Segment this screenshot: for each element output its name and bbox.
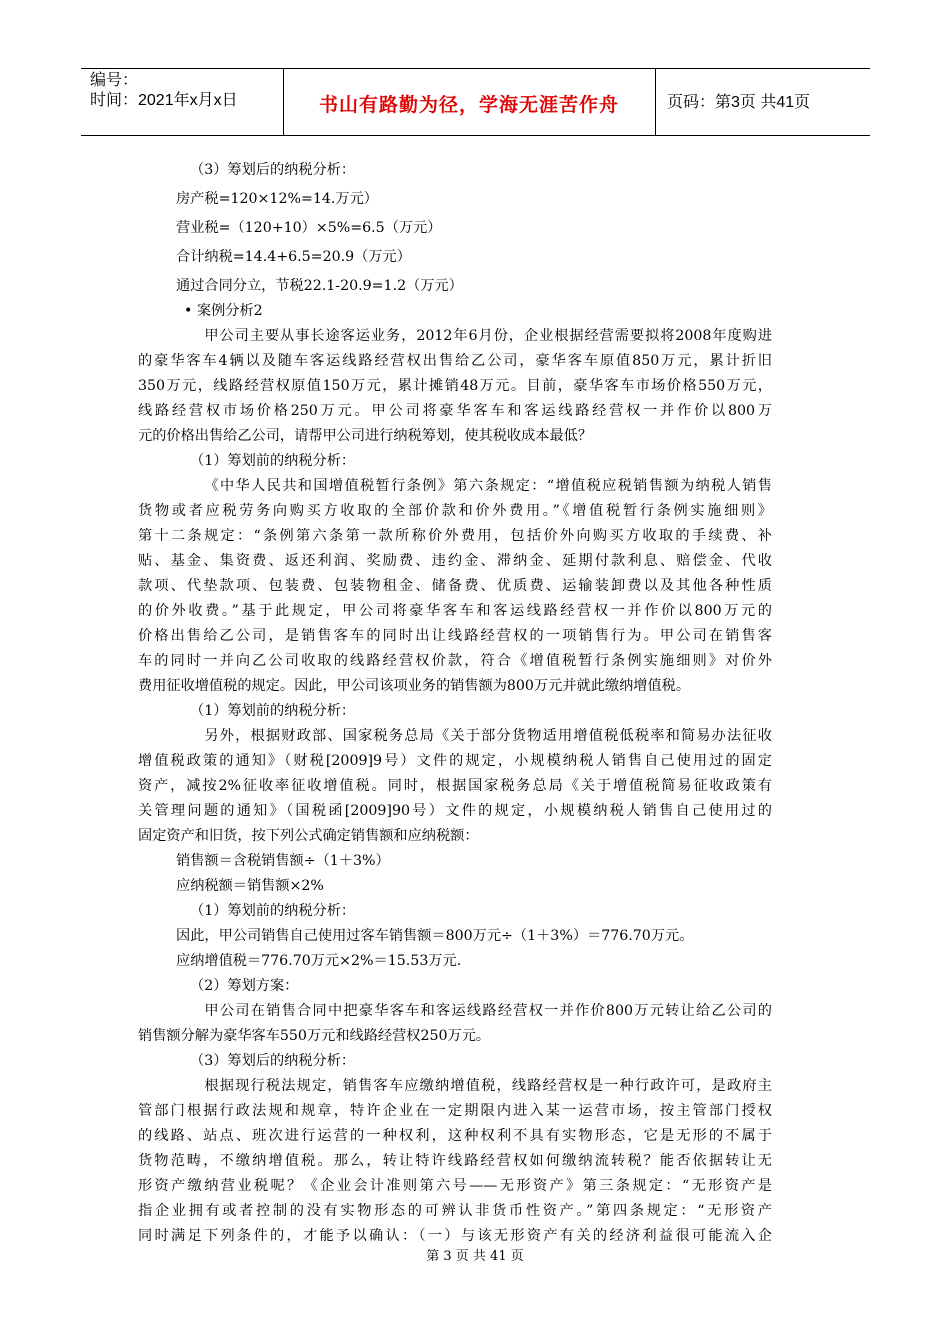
body-line: 指企业拥有或者控制的没有实物形态的可辨认非货币性资产。”第四条规定：“无形资产 — [138, 1203, 772, 1219]
header-top-rule — [81, 68, 870, 69]
body-line: 货物或者应税劳务向购买方收取的全部价款和价外费用。”《增值税暂行条例实施细则》 — [138, 503, 772, 519]
body-line: 第十二条规定：“条例第六条第一款所称价外费用，包括价外向购买方收取的手续费、补 — [138, 528, 772, 544]
body-line: 管部门根据行政法规和规章，特许企业在一定期限内进入某一运营市场，按主管部门授权 — [138, 1103, 772, 1119]
body-line: 的线路、站点、班次进行运营的一种权利，这种权利不具有实物形态，它是无形的不属于 — [138, 1128, 772, 1144]
body-line: （3）筹划后的纳税分析： — [190, 162, 356, 178]
body-line: 根据现行税法规定，销售客车应缴纳增值税，线路经营权是一种行政许可，是政府主 — [204, 1078, 772, 1094]
body-line: 元的价格出售给乙公司，请帮甲公司进行纳税筹划，使其税收成本最低？ — [138, 428, 593, 444]
body-line: 因此，甲公司销售自己使用过客车销售额＝800万元÷（1＋3%）＝776.70万元。 — [176, 928, 694, 944]
body-line: 形资产缴纳营业税呢？《企业会计准则第六号——无形资产》第三条规定：“无形资产是 — [138, 1178, 772, 1194]
document-date-label: 时间：2021年x月x日 — [90, 92, 238, 109]
document-number-label: 编号： — [90, 72, 139, 89]
body-line: 营业税=（120+10）×5%=6.5（万元） — [176, 220, 442, 236]
body-line: 贴、基金、集资费、返还利润、奖励费、违约金、滞纳金、延期付款利息、赔偿金、代收 — [138, 553, 772, 569]
body-line: 资产，减按2%征收率征收增值税。同时，根据国家税务总局《关于增值税简易征收政策有 — [138, 778, 772, 794]
header-divider-right — [655, 68, 656, 136]
body-line: 车的同时一并向乙公司收取的线路经营权价款，符合《增值税暂行条例实施细则》对价外 — [138, 653, 772, 669]
body-line: 款项、代垫款项、包装费、包装物租金、储备费、优质费、运输装卸费以及其他各种性质 — [138, 578, 772, 594]
body-line: 合计纳税=14.4+6.5=20.9（万元） — [176, 249, 411, 265]
body-line: （2）筹划方案： — [190, 978, 299, 994]
body-line: • 案例分析2 — [184, 303, 263, 319]
body-line: 销售额分解为豪华客车550万元和线路经营权250万元。 — [138, 1028, 491, 1044]
body-line: （1）筹划前的纳税分析： — [190, 453, 356, 469]
body-line: 货物范畴，不缴纳增值税。那么，转让特许线路经营权如何缴纳流转税？能否依据转让无 — [138, 1153, 772, 1169]
body-line: 应纳增值税＝776.70万元×2%＝15.53万元. — [176, 953, 462, 969]
header-bottom-rule — [81, 135, 870, 136]
body-line: 的豪华客车4辆以及随车客运线路经营权出售给乙公司，豪华客车原值850万元，累计折旧 — [138, 353, 772, 369]
page-counter-label: 页码：第3页 共41页 — [667, 94, 811, 111]
body-line: 甲公司主要从事长途客运业务，2012年6月份，企业根据经营需要拟将2008年度购进 — [204, 328, 772, 344]
header-motto: 书山有路勤为径，学海无涯苦作舟 — [318, 94, 619, 116]
body-line: 关管理问题的通知》（国税函[2009]90号）文件的规定，小规模纳税人销售自己使用过的 — [138, 803, 772, 819]
body-line: 房产税=120×12%=14.万元） — [176, 191, 378, 207]
body-line: 《中华人民共和国增值税暂行条例》第六条规定：“增值税应税销售额为纳税人销售 — [204, 478, 772, 494]
body-line: 增值税政策的通知》（财税[2009]9号）文件的规定，小规模纳税人销售自己使用过的固定 — [138, 753, 772, 769]
document-body — [138, 158, 772, 1249]
body-line: （3）筹划后的纳税分析： — [190, 1053, 356, 1069]
body-line: 通过合同分立，节税22.1-20.9=1.2（万元） — [176, 278, 463, 294]
body-line: 350万元，线路经营权原值150万元，累计摊销48万元。目前，豪华客车市场价格550万元， — [138, 378, 772, 394]
body-line: （1）筹划前的纳税分析： — [190, 903, 356, 919]
body-line: 固定资产和旧货，按下列公式确定销售额和应纳税额： — [138, 828, 479, 844]
body-line: 另外，根据财政部、国家税务总局《关于部分货物适用增值税低税率和简易办法征收 — [204, 728, 772, 744]
body-line: 销售额＝含税销售额÷（1＋3%） — [176, 853, 390, 869]
body-line: 费用征收增值税的规定。因此，甲公司该项业务的销售额为800万元并就此缴纳增值税。 — [138, 678, 691, 694]
body-line: 应纳税额＝销售额×2% — [176, 878, 324, 894]
body-line: 同时满足下列条件的，才能予以确认：（一）与该无形资产有关的经济利益很可能流入企 — [138, 1228, 772, 1244]
body-line: 甲公司在销售合同中把豪华客车和客运线路经营权一并作价800万元转让给乙公司的 — [204, 1003, 772, 1019]
body-line: 的价外收费。”基于此规定，甲公司将豪华客车和客运线路经营权一并作价以800万元的 — [138, 603, 772, 619]
page-header — [81, 68, 870, 136]
body-line: 线路经营权市场价格250万元。甲公司将豪华客车和客运线路经营权一并作价以800万 — [138, 403, 772, 419]
page-footer: 第 3 页 共 41 页 — [426, 1249, 524, 1264]
body-line: （1）筹划前的纳税分析： — [190, 703, 356, 719]
body-line: 价格出售给乙公司，是销售客车的同时出让线路经营权的一项销售行为。甲公司在销售客 — [138, 628, 772, 644]
